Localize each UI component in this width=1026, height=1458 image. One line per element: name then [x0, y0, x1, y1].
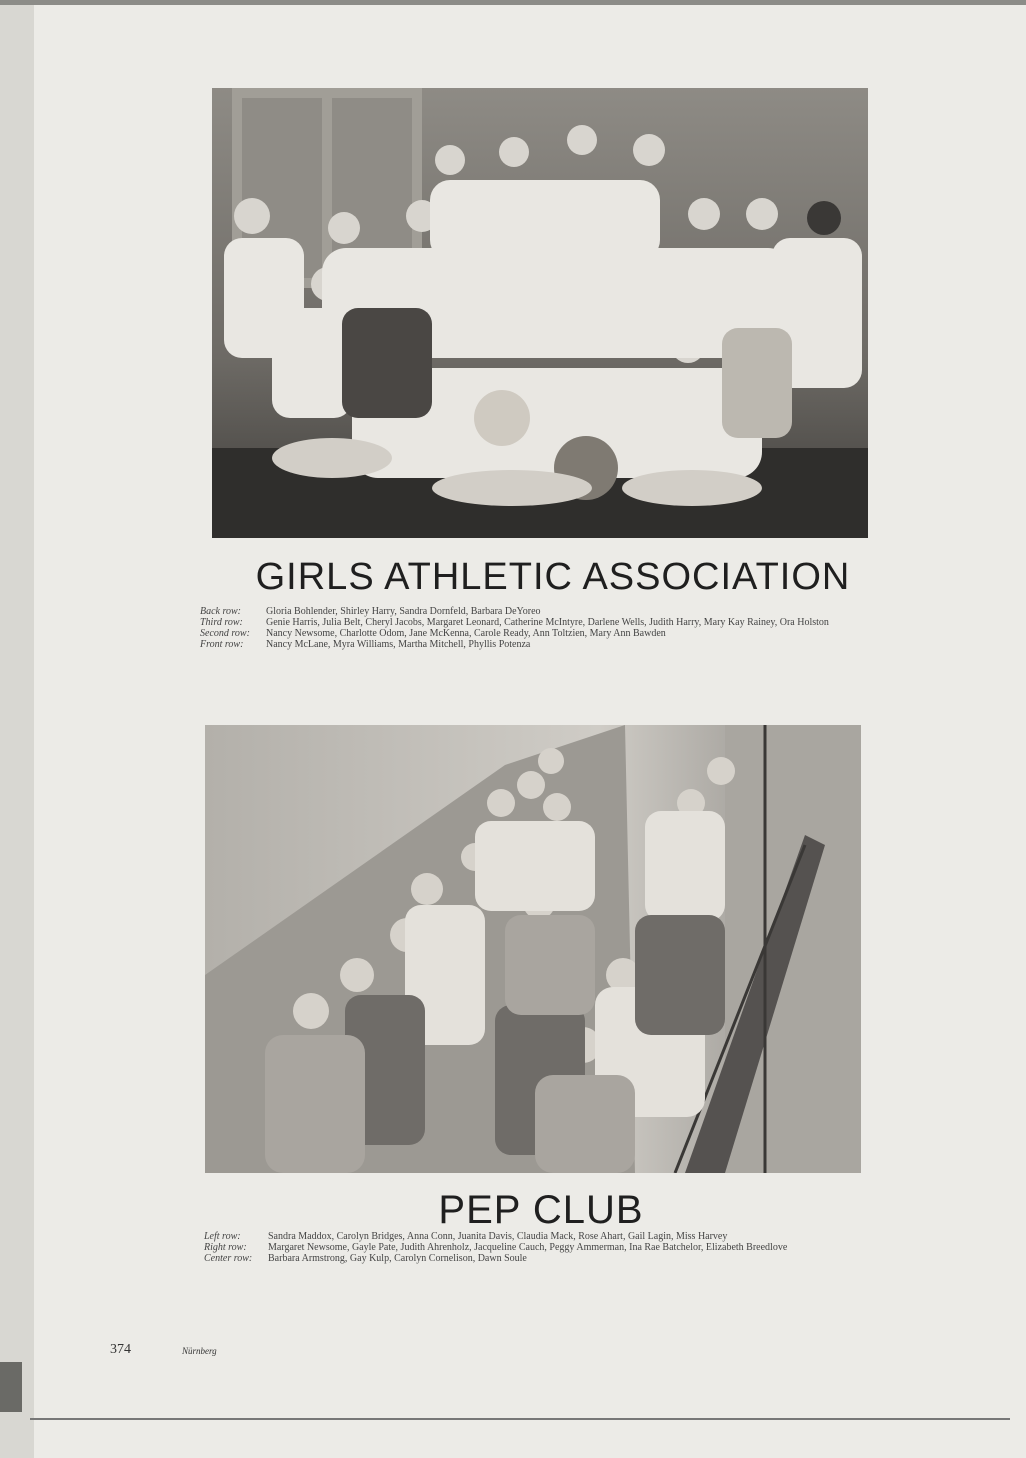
pep-left-row — [204, 1231, 844, 1242]
row-label: Center row: — [204, 1253, 253, 1264]
row-names: Margaret Newsome, Gayle Pate, Judith Ahrenholz, Jacqueline Cauch, Peggy Ammerman, Ina Rae Batchelor, Elizabeth Breedlove — [268, 1242, 788, 1253]
row-label: Right row: — [204, 1242, 247, 1253]
row-label: Front row: — [200, 639, 244, 650]
gaa-caption — [200, 606, 840, 650]
gaa-second-row — [200, 628, 840, 639]
gaa-back-row — [200, 606, 840, 617]
bottom-rule — [30, 1418, 1010, 1420]
row-names: Genie Harris, Julia Belt, Cheryl Jacobs, Margaret Leonard, Catherine McIntyre, Darlene Wells, Judith Harry, Mary Kay Rainey, Ora Holston — [266, 617, 829, 628]
pep-center-row — [204, 1253, 844, 1264]
page-top-edge — [0, 0, 1026, 5]
gaa-team-photo — [212, 88, 868, 538]
publication-name: Nürnberg — [182, 1346, 217, 1356]
page-number: 374 — [110, 1342, 131, 1357]
gaa-title: GIRLS ATHLETIC ASSOCIATION — [255, 556, 851, 598]
row-names: Barbara Armstrong, Gay Kulp, Carolyn Cornelison, Dawn Soule — [268, 1253, 527, 1264]
scan-edge-mark — [0, 1362, 22, 1412]
row-label: Left row: — [204, 1231, 241, 1242]
page-binding-edge — [0, 0, 34, 1458]
pep-club-photo — [205, 725, 861, 1173]
pep-club-caption — [204, 1231, 844, 1264]
row-label: Second row: — [200, 628, 250, 639]
row-names: Sandra Maddox, Carolyn Bridges, Anna Conn, Juanita Davis, Claudia Mack, Rose Ahart, Gail Lagin, Miss Harvey — [268, 1231, 728, 1242]
pep-club-title: PEP CLUB — [438, 1188, 644, 1232]
row-label: Third row: — [200, 617, 243, 628]
pep-right-row — [204, 1242, 844, 1253]
row-label: Back row: — [200, 606, 242, 617]
gaa-third-row — [200, 617, 840, 628]
row-names: Gloria Bohlender, Shirley Harry, Sandra Dornfeld, Barbara DeYoreo — [266, 606, 541, 617]
row-names: Nancy McLane, Myra Williams, Martha Mitchell, Phyllis Potenza — [266, 639, 531, 650]
row-names: Nancy Newsome, Charlotte Odom, Jane McKenna, Carole Ready, Ann Toltzien, Mary Ann Bawden — [266, 628, 666, 639]
gaa-front-row — [200, 639, 840, 650]
